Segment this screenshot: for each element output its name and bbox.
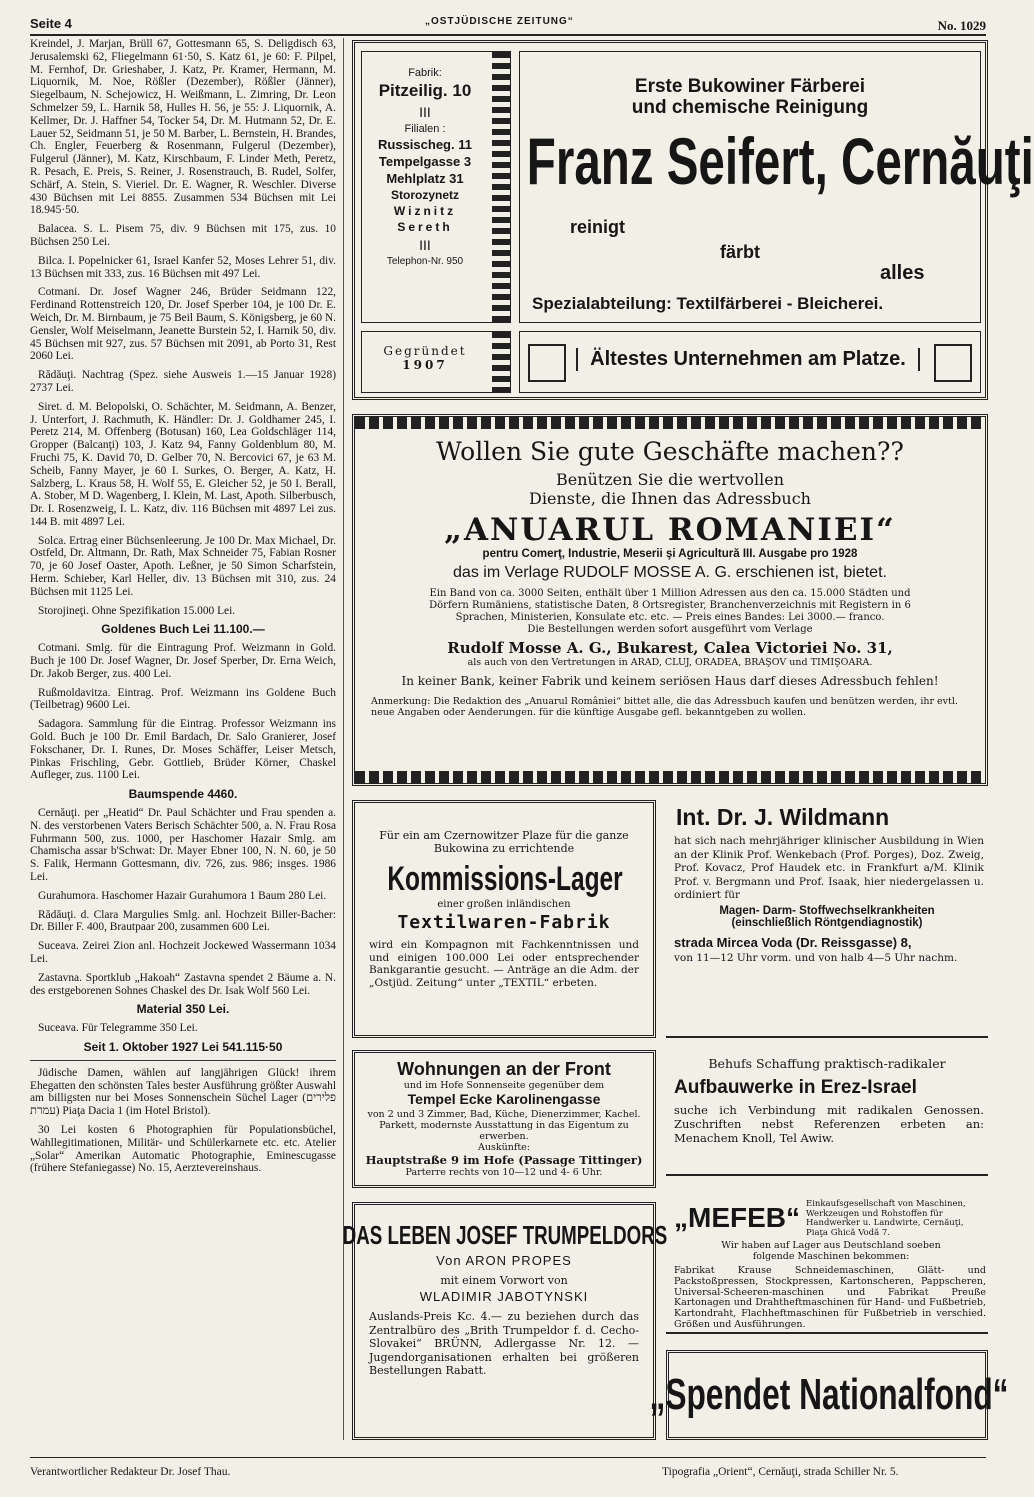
founded-panel	[361, 331, 511, 393]
ad-address: Hauptstraße 9 im Hofe (Passage Tittinger)	[365, 1153, 643, 1167]
ad-mefeb	[666, 1194, 988, 1334]
branch-list	[362, 66, 488, 269]
list-item: Cotmani. Smlg. für die Eintragung Prof. Weizmann in Gold. Buch je 100 Dr. Josef Wagner, Dr. Josef Sperber, Dr. Erna Weich, Dr. Jakob Berger, zus. 400 Lei.	[30, 642, 336, 680]
ad-line: Spezialabteilung: Textilfärberei - Bleicherei.	[532, 294, 884, 313]
ad-title: „Spendet Nationalfond“	[649, 1370, 1009, 1419]
ad-line: Parterre rechts von 10—12 und 4- 6 Uhr.	[405, 1167, 603, 1178]
ad-address: strada Mircea Voda (Dr. Reissgasse) 8,	[674, 934, 912, 950]
ad-address: Rudolf Mosse A. G., Bukarest, Calea Victoriei No. 31,	[447, 639, 893, 657]
header-rule	[30, 34, 986, 36]
classified-ad: Jüdische Damen, wählen auf langjährigen Glück! ihrem Ehegatten den schönsten Tales bester Ausführung größter Auswahl am billigsten nur bei Moses Sonnenschein Süchel Lager (פלירים עמרת) Piaţa Dacia 1 (im Hotel Bristol).	[30, 1066, 336, 1118]
list-item: Solca. Ertrag einer Büchsenleerung. Je 100 Dr. Max Michael, Dr. Ostfeld, Dr. Altmann, Dr. Rath, Max Schneider 75, Fabian Rosner 70, je 60 Josef Oaster, Apoth. Leßner, je 50 Simon Scharfstein, Herm. Schieber, Karl Heller, div. 13 Büchsen mit 310, zus. 24 Büchsen mit 1125 Lei.	[30, 534, 336, 598]
stripe-decoration	[355, 771, 985, 783]
ad-line: Einkaufsgesellschaft von Maschinen, Werkzeugen und Rohstoffen für Handwerker u. Landwirte, Cernăuţi, Piaţa Ghică Vodă 7.	[806, 1199, 966, 1238]
side-text: Filialen :	[404, 123, 446, 135]
side-text: Fabrik:	[408, 67, 442, 79]
section-heading: Goldenes Buch Lei 11.100.—	[101, 622, 265, 637]
ad-kommissions-lager	[352, 800, 656, 1038]
slogan: Ältestes Unternehmen am Platze.	[576, 348, 920, 371]
ad-line: Erste Bukowiner Färberei	[634, 76, 866, 97]
section-heading: Seit 1. Oktober 1927 Lei 541.115·50	[83, 1039, 283, 1054]
ad-line: mit einem Vorwort von	[440, 1274, 568, 1287]
ad-line: das im Verlage RUDOLF MOSSE A. G. erschienen ist, bietet.	[453, 564, 887, 581]
list-item: Kreindel, J. Marjan, Brüll 67, Gottesmann 65, S. Deligdisch 63, Jerusalemski 62, Fliegelmann 61·50, S. Katz 61, je 60: F. Pilpel, M. Fernhof, Dr. Grieshaber, J. Katz, Pr. Kramer, Hermann, M. Liquornik, M. Noe, Rößler (Dezember), Rößler (Jänner), Siegelbaum, N. Schejowicz, H. Weißmann, L. Zimring, Dr. Leon Schmelzer 59, L. Harnik 58, Hulles H. 56, je 55: J. Liquornik, A. Kellmer, Dr. J. Haffner 54, Tocker 54, Dr. M. Hutmann 52, Dr. E. Lauer 52, Seidmann 51, je 50 M. Barber, L. Bernstein, H. Brandes, Ch. Engler, Feuerberg & Rosenmann, Fulgerul (Dezember), Fulgerul (Jänner), M. Katz, Kirschbaum, F. Linder Meth, Peretz, R. Pesach, E. Preis, S. Reiner, J. Rosenstrauch, B. Rudel, Solfer, Schärf, A. Stein, S. Vieriel. Dr. E. Wagner, R. Weschler. Diverse 430 Büchsen mit Lei 8855. Zusammen 534 Büchsen mit Lei 18.945·50.	[30, 38, 336, 217]
ad-body: hat sich nach mehrjähriger klinischer Ausbildung in Wien an der Klinik Prof. Wenkebach (Prof. Porges), Doz. Zweig, Prof. Kovacz, Prof Haudek etc. in Frankfurt a/M. Klinik Prof. v. Bergmann und Prof. Isaak, hier niedergelassen u. ordiniert für	[674, 835, 984, 902]
founded-label: Gegründet	[383, 344, 467, 358]
list-item: Rădăuţi. d. Clara Margulies Smlg. anl. Hochzeit Biller-Bacher: Dr. Biller F. 400, Brautpaar 200, zusammen 600 Lei.	[30, 908, 336, 934]
list-item: Bilca. I. Popelnicker 61, Israel Kanfer 52, Moses Lehrer 51, div. 13 Büchsen mit 333, zus. 16 Büchsen mit 497 Lei.	[30, 254, 336, 280]
side-text: III	[419, 104, 431, 120]
stripe-decoration	[355, 417, 985, 429]
side-text: Tempelgasse 3	[378, 154, 472, 169]
ad-title: Wohnungen an der Front	[397, 1059, 611, 1079]
ad-line: Wir haben auf Lager aus Deutschland soeben folgende Maschinen bekommen:	[721, 1240, 941, 1262]
ad-wildmann	[666, 800, 988, 1038]
ad-seifert	[352, 40, 1034, 400]
ornament-icon	[934, 344, 972, 382]
divider	[666, 1174, 988, 1176]
main-panel	[519, 51, 1034, 323]
company-name: Franz Seifert, Cernăuţi	[526, 124, 1034, 198]
classified-ad: 30 Lei kosten 6 Photographien für Populationsbüchel, Wahllegitimationen, Militär- und Schülerkarnete etc. etc. Atelier „Solar“ Amerikan Automatic Photographie, Eminescugasse (frühere Stefaniegasse) No. 15, Aerztevereinshaus.	[30, 1123, 336, 1175]
ad-line: (einschließlich Röntgendiagnostik)	[731, 916, 923, 929]
ad-title-wrap	[649, 1365, 1009, 1425]
list-item: Suceava. Für Telegramme 350 Lei.	[38, 1022, 198, 1035]
list-item: Siret. d. M. Belopolski, O. Schächter, M. Seidmann, A. Benzer, J. Unterfort, J. Rachmuth, K. Händler: Dr. J. Goldhamer 245, I. Peretz 214, M. Offenberg (Botusan) 160, Lea Goldschläger 114, Gropper (Balcanţi) 103, J. Katz 94, Fanny Goldenblum 80, M. Fruchi 75, K. David 70, D. Gelber 70, N. Bercovici 67, je 63 M. Scheib, Fanny Mayer, je 60 I. Surkes, O. Berger, A. Katz, H. Salzberg, L. Kraus 58, H. Wolf 55, E. Gleicher 52, je 50 I. Berall, A. Stober, M D. Wagenberg, I. Klein, M. Last, Apoth. Silberbusch, Dr. I. Rosenzweig, I. L. Katz, div. 116 Büchsen mit 4897 Lei zus. 144 B. mit 4897 Lei.	[30, 400, 336, 528]
ad-line: Dienste, die Ihnen das Adressbuch	[529, 489, 811, 508]
ad-line: Ein Band von ca. 3000 Seiten, enthält über 1 Million Adressen aus den ca. 15.000 Städten und Dörfern Rumäniens, statistische Daten, 8 Ortsregister, Branchenverzeichnis mit Registern in 6 Sprachen, Ministerien, Konsulate etc. etc. — Preis eines Bandes: Lei 3000.— franco.	[429, 588, 911, 623]
footer-printer: Tipografia „Orient“, Cernăuţi, strada Schiller Nr. 5.	[662, 1466, 899, 1478]
ad-line: Auskünfte:	[477, 1142, 530, 1153]
masthead: „OSTJÜDISCHE ZEITUNG“	[425, 16, 574, 27]
ad-word: färbt	[720, 242, 760, 262]
list-item: Cernăuţi. per „Heatid“ Dr. Paul Schächter und Frau spenden a. N. des verstorbenen Vaters Berisch Schächter 500, a. N. Frau Rosa Fuhrmann 500, zus. 1000, per Haschomer Hazair Smlg. am Chamischa assar b'Schwat: Dr. Mayer Ebner 100, N. N. 60, je 50 S. Falik, Hermann Gottesmann, div. 726, zus. 986; insges. 1986 Lei.	[30, 807, 336, 884]
ad-line: und im Hofe Sonnenseite gegenüber dem	[403, 1080, 605, 1091]
list-item: Zastavna. Sportklub „Hakoah“ Zastavna spendet 2 Bäume a. N. des erstgeborenen Sohnes Chaskel des Dr. Isak Wolf 560 Lei.	[30, 971, 336, 997]
footer-rule	[30, 1457, 986, 1458]
ad-line: WLADIMIR JABOTYNSKI	[419, 1289, 589, 1304]
slogan-panel	[519, 331, 981, 393]
ad-word: reinigt	[570, 217, 626, 237]
ad-line: Für ein am Czernowitzer Plaze für die ganze Bukowina zu errichtende	[379, 829, 629, 855]
divider	[30, 1060, 336, 1061]
side-text: Pitzeilig. 10	[378, 81, 472, 100]
side-text: III	[419, 237, 431, 253]
ad-line: von 11—12 Uhr vorm. und von halb 4—5 Uhr nachm.	[674, 951, 958, 964]
ad-line: von 2 und 3 Zimmer, Bad, Küche, Dienerzimmer, Kachel. Parkett, modernste Ausstattung in das Eigentum zu erwerben.	[367, 1109, 641, 1142]
page-header	[30, 12, 986, 34]
footer-editor: Verantwortlicher Redakteur Dr. Josef Thau.	[30, 1466, 231, 1478]
ad-title: DAS LEBEN JOSEF TRUMPELDORS	[342, 1220, 668, 1250]
list-item: Sadagora. Sammlung für die Eintrag. Professor Weizmann ins Gold. Buch je 100 Dr. Emil Bardach, Dr. Salo Granierer, Josef Fokschaner, Dr. I. Runes, Dr. Moses Schäffer, Leiser Metsch, Pinkas Frischling, Gebr. Gottlieb, Brüder Körner, Chaskel Aufleger, zus. 1100 Lei.	[30, 718, 336, 782]
ornament-icon	[528, 344, 566, 382]
ad-title: Textilwaren-Fabrik	[397, 912, 611, 933]
ad-title-wrap	[342, 1219, 668, 1251]
ad-title: Int. Dr. J. Wildmann	[676, 804, 890, 830]
ad-line: Behufs Schaffung praktisch-radikaler	[708, 1056, 946, 1071]
side-text: Wiznitz	[393, 204, 457, 218]
ad-wohnungen	[352, 1050, 656, 1188]
ad-line: pentru Comerţ, Industrie, Meserii şi Agricultură III. Ausgabe pro 1928	[482, 548, 858, 560]
ad-title: „ANUARUL ROMANIEI“	[444, 512, 896, 548]
ad-anuarul	[352, 414, 988, 786]
side-text: Russischeg. 11	[378, 137, 472, 152]
ad-line: einer großen inländischen	[437, 899, 571, 910]
list-item: Rußmoldavitza. Eintrag. Prof. Weizmann ins Goldene Buch (Teilbetrag) 9600 Lei.	[30, 686, 336, 712]
ad-word: alles	[880, 262, 925, 284]
ad-spendet-nationalfond	[649, 1350, 1009, 1440]
ad-name-wrap	[520, 124, 1034, 198]
section-heading: Material 350 Lei.	[136, 1002, 230, 1017]
ad-trumpeldor	[342, 1202, 668, 1440]
ad-title: Kommissions-Lager	[387, 860, 623, 898]
side-text: Telephon-Nr. 950	[386, 256, 464, 267]
ad-line: Die Bestellungen werden sofort ausgeführt vom Verlage	[527, 624, 813, 635]
ad-body: wird ein Kompagnon mit Fachkenntnissen und und einigen 100.000 Lei oder entsprechender Bankgarantie gesucht. — Anträge an die Adm. der „Ostjüd. Zeitung“ unter „TEXTIL“ erbeten.	[369, 939, 639, 989]
ad-body: Fabrikat Krause Schneidemaschinen, Glätt- und Packstoßpressen, Stockpressen, Kartonscheren, Pappscheren, Universal-Scheeren-maschinen und Fabrikat Preuße Kartonagen und Drahtheftmaschinen für Hand- und Fußbetrieb, Kartondraht, Flachheftmaschinen für Fußbetrieb in verschied. Größen und Ausführungen.	[674, 1265, 986, 1330]
ad-headline: Wollen Sie gute Geschäfte machen??	[436, 437, 904, 466]
list-item: Suceava. Zeirei Zion anl. Hochzeit Jockewed Wassermann 1034 Lei.	[30, 940, 336, 965]
ad-aufbauwerke	[666, 1052, 988, 1170]
ad-body: Auslands-Preis Kc. 4.— zu beziehen durch das Zentralbüro des „Brith Trumpeldor f. d. Cecho-Slovakei“ BRÜNN, Adlergasse Nr. 12. — Jugendorganisationen erhalten bei größeren Bestellungen Rabatt.	[369, 1310, 639, 1377]
issue-number: No. 1029	[937, 18, 986, 33]
stripe-decoration	[492, 332, 510, 392]
ad-title: Aufbauwerke in Erez-Israel	[674, 1077, 917, 1098]
stripe-decoration	[492, 52, 510, 322]
ad-line: Von ARON PROPES	[436, 1253, 572, 1268]
list-item: Balacea. S. L. Pisem 75, div. 9 Büchsen mit 175, zus. 10 Büchsen 250 Lei.	[30, 223, 336, 248]
branch-panel	[361, 51, 511, 323]
ad-title: „MEFEB“	[674, 1202, 800, 1233]
ad-body: suche ich Verbindung mit radikalen Genossen. Zuschriften nebst Referenzen erbeten an: Menachem Knoll, Tel Awiw.	[674, 1103, 984, 1145]
left-column	[30, 38, 336, 1440]
ad-note: Anmerkung: Die Redaktion des „Anuarul României“ bittet alle, die das Adressbuch kaufen und benützen werden, ihr evtl. neue Angaben oder Aenderungen. für die künftige Ausgabe gefl. bekanntgeben zu wollen.	[371, 696, 958, 718]
ad-line: als auch von den Vertretungen in ARAD, CLUJ, ORADEA, BRAŞOV und TIMIŞOARA.	[467, 657, 873, 668]
founded-year: 1907	[402, 358, 448, 372]
section-heading: Baumspende 4460.	[128, 787, 238, 802]
page-number: Seite 4	[30, 16, 72, 31]
side-text: Sereth	[397, 220, 453, 234]
ad-line: In keiner Bank, keiner Fabrik und keinem seriösen Haus darf dieses Adressbuch fehlen!	[401, 674, 939, 688]
side-text: Mehlplatz 31	[386, 171, 464, 186]
ad-line: Magen- Darm- Stoffwechselkrankheiten	[719, 904, 935, 917]
list-item: Gurahumora. Haschomer Hazair Gurahumora 1 Baum 280 Lei.	[38, 889, 327, 902]
ad-line: und chemische Reinigung	[631, 97, 869, 118]
ad-line: Benützen Sie die wertvollen	[555, 470, 785, 489]
list-item: Storojineţi. Ohne Spezifikation 15.000 Lei.	[38, 604, 236, 617]
list-item: Rădăuţi. Nachtrag (Spez. siehe Ausweis 1.—15 Januar 1928) 2737 Lei.	[30, 369, 336, 394]
side-text: Storozynetz	[390, 188, 459, 202]
ad-line: Tempel Ecke Karolinengasse	[407, 1091, 601, 1107]
ad-title-wrap	[355, 861, 653, 897]
list-item: Cotmani. Dr. Josef Wagner 246, Brüder Seidmann 122, Ferdinand Rottenstreich 120, Dr. Josef Sperber 104, je 100 Dr. E. Weich, Dr. M. Birnbaum, je 75 Beil Baum, S. Königsberg, je 60 N. Gensler, Wolf Meiselmann, Jeanette Burstein 52, I. Harnik 50, div. 45 Büchsen mit 927, zus. 57 Büchsen mit 2091, ab Porto 31, Rest 2060 Lei.	[30, 286, 336, 363]
